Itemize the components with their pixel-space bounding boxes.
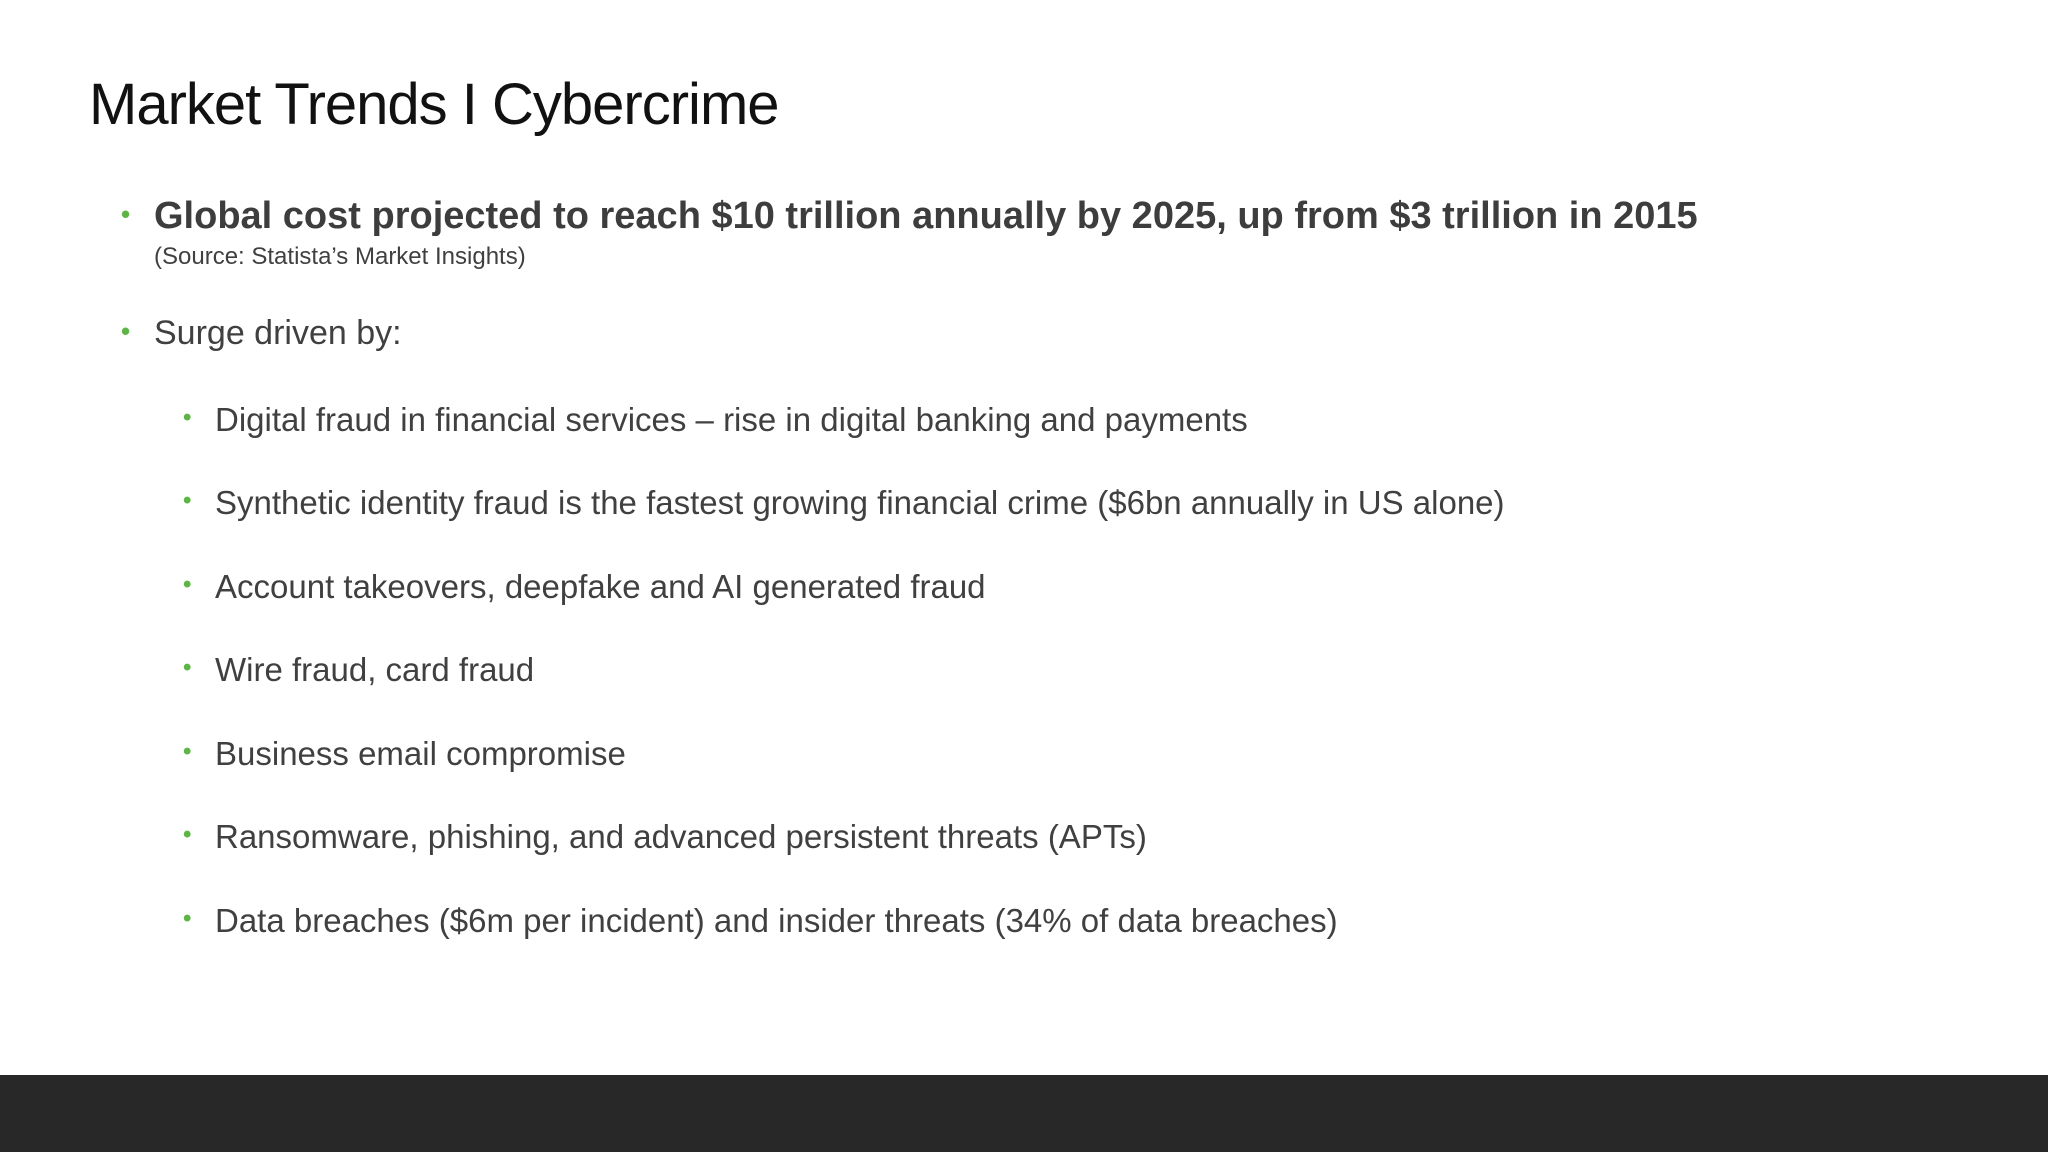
slide-title: Market Trends I Cybercrime	[89, 72, 779, 137]
sub-bullet-digital-fraud: Digital fraud in financial services – rise in digital banking and payments	[215, 401, 1248, 438]
sub-bullet-icon: •	[183, 821, 192, 848]
bullet-surge-driven-by: Surge driven by:	[154, 314, 402, 352]
footer-bar	[0, 1075, 2048, 1152]
sub-bullet-icon: •	[183, 654, 192, 681]
sub-bullet-icon: •	[183, 404, 192, 431]
sub-bullet-icon: •	[183, 487, 192, 514]
bullet-icon: •	[121, 199, 131, 229]
sub-bullet-data-breaches: Data breaches ($6m per incident) and insider threats (34% of data breaches)	[215, 902, 1338, 939]
sub-bullet-wire-fraud: Wire fraud, card fraud	[215, 651, 535, 688]
sub-bullet-icon: •	[183, 905, 192, 932]
bullet-icon: •	[121, 316, 131, 346]
sub-bullet-icon: •	[183, 571, 192, 598]
source-note: (Source: Statista’s Market Insights)	[154, 243, 526, 270]
sub-bullet-ransomware: Ransomware, phishing, and advanced persistent threats (APTs)	[215, 818, 1147, 855]
sub-bullet-synthetic-identity: Synthetic identity fraud is the fastest growing financial crime ($6bn annually in US alone)	[215, 484, 1505, 521]
sub-bullet-business-email: Business email compromise	[215, 735, 626, 772]
bullet-global-cost: Global cost projected to reach $10 trillion annually by 2025, up from $3 trillion in 2015	[154, 195, 1698, 237]
sub-bullet-icon: •	[183, 738, 192, 765]
sub-bullet-account-takeovers: Account takeovers, deepfake and AI generated fraud	[215, 568, 986, 605]
